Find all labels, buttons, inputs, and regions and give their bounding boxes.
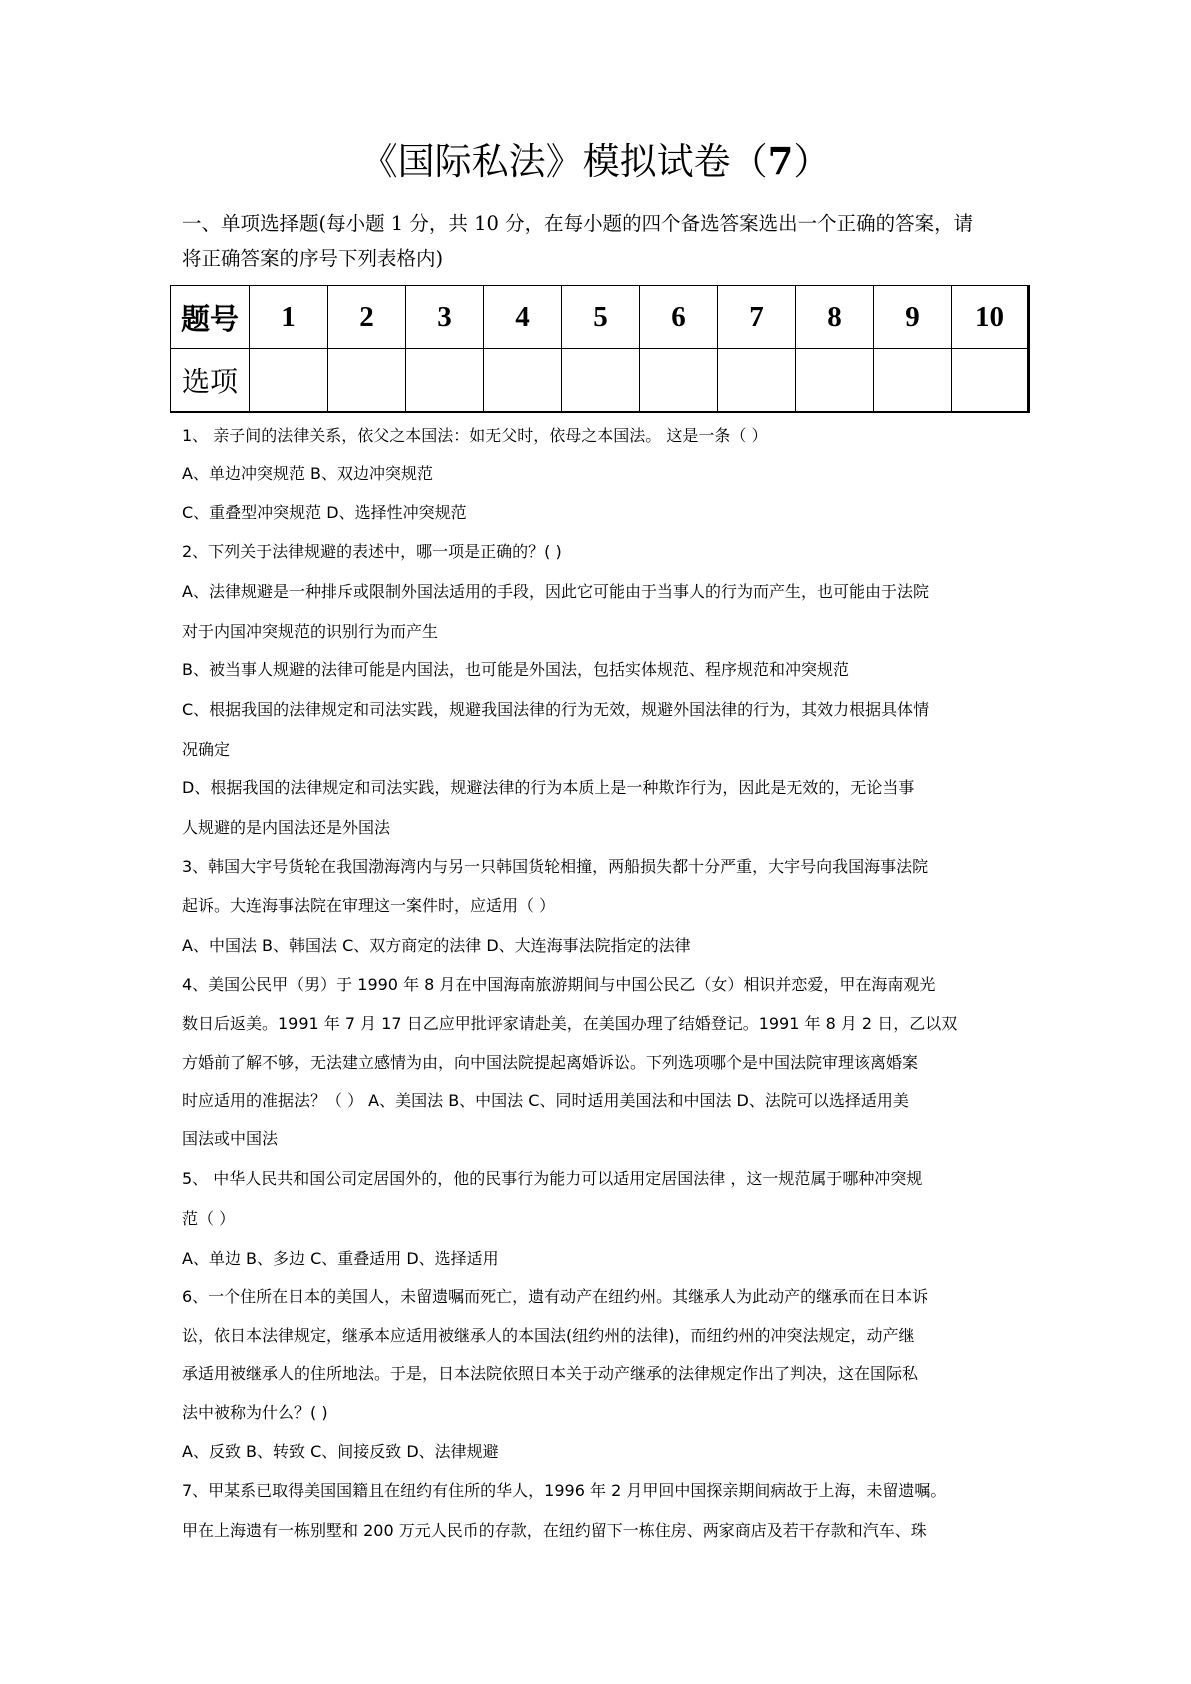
text-line: 起诉。大连海事法院在审理这一案件时，应适用（ ） bbox=[182, 896, 556, 915]
question-number-cell: 7 bbox=[718, 286, 796, 349]
answer-cell[interactable] bbox=[796, 349, 874, 413]
text-line: 法中被称为什么？( ) bbox=[182, 1403, 328, 1422]
title-number: 7 bbox=[767, 139, 794, 183]
answer-table bbox=[170, 285, 1030, 413]
instruction-line: 一、单项选择题(每小题 1 分，共 10 分，在每小题的四个备选答案选出一个正确的答案，请 bbox=[182, 212, 974, 235]
answer-cell[interactable] bbox=[406, 349, 484, 413]
title-close: ） bbox=[793, 140, 831, 183]
question-number-cell: 8 bbox=[796, 286, 874, 349]
text-line: 承适用被继承人的住所地法。于是，日本法院依照日本关于动产继承的法律规定作出了判决，这在国际私 bbox=[182, 1364, 919, 1383]
question-number-cell: 9 bbox=[874, 286, 952, 349]
text-line: B、被当事人规避的法律可能是内国法，也可能是外国法，包括实体规范、程序规范和冲突规范 bbox=[182, 660, 849, 679]
text-line: 方婚前了解不够，无法建立感情为由，向中国法院提起离婚诉讼。下列选项哪个是中国法院审理该离婚案 bbox=[182, 1053, 919, 1072]
question-number-cell: 6 bbox=[640, 286, 718, 349]
question-number-cell: 10 bbox=[952, 286, 1029, 349]
text-line: D、根据我国的法律规定和司法实践，规避法律的行为本质上是一种欺诈行为，因此是无效的，无论当事 bbox=[182, 778, 915, 797]
text-line: A、单边 B、多边 C、重叠适用 D、选择适用 bbox=[182, 1249, 499, 1268]
text-line: 数日后返美。1991 年 7 月 17 日乙应甲批评家请赴美，在美国办理了结婚登记。1991 年 8 月 2 日，乙以双 bbox=[182, 1014, 958, 1033]
text-line: 1、 亲子间的法律关系，依父之本国法：如无父时，依母之本国法。 这是一条（ ） bbox=[182, 426, 768, 445]
text-line: 时应适用的准据法？（ ） A、美国法 B、中国法 C、同时适用美国法和中国法 D、法院可以选择适用美 bbox=[182, 1091, 909, 1110]
text-line: 5、 中华人民共和国公司定居国外的，他的民事行为能力可以适用定居国法律 ，这一规范属于哪种冲突规 bbox=[182, 1169, 923, 1188]
text-line: 4、美国公民甲（男）于 1990 年 8 月在中国海南旅游期间与中国公民乙（女）相识并恋爱，甲在海南观光 bbox=[182, 975, 936, 994]
question-number-cell: 2 bbox=[328, 286, 406, 349]
text-line: 对于内国冲突规范的识别行为而产生 bbox=[182, 622, 439, 641]
header-label: 题号 bbox=[171, 286, 250, 349]
text-line: 国法或中国法 bbox=[182, 1129, 279, 1148]
text-line: 况确定 bbox=[182, 740, 231, 759]
text-line: 人规避的是内国法还是外国法 bbox=[182, 818, 391, 837]
text-line: A、反致 B、转致 C、间接反致 D、法律规避 bbox=[182, 1442, 499, 1461]
question-number-cell: 1 bbox=[250, 286, 328, 349]
title-text: 《国际私法》模拟试卷（ bbox=[360, 140, 768, 183]
answer-cell[interactable] bbox=[718, 349, 796, 413]
text-line: A、中国法 B、韩国法 C、双方商定的法律 D、大连海事法院指定的法律 bbox=[182, 936, 691, 955]
text-line: A、法律规避是一种排斥或限制外国法适用的手段，因此它可能由于当事人的行为而产生，也可能由于法院 bbox=[182, 582, 929, 601]
option-label: 选项 bbox=[171, 349, 250, 413]
text-line: 3、韩国大宇号货轮在我国渤海湾内与另一只韩国货轮相撞，两船损失都十分严重，大宇号向我国海事法院 bbox=[182, 857, 929, 876]
question-number-cell: 5 bbox=[562, 286, 640, 349]
instruction-line: 将正确答案的序号下列表格内) bbox=[182, 247, 444, 270]
answer-cell[interactable] bbox=[640, 349, 718, 413]
question-number-cell: 4 bbox=[484, 286, 562, 349]
page-title bbox=[0, 136, 1191, 187]
text-line: 6、一个住所在日本的美国人，未留遗嘱而死亡，遗有动产在纽约州。其继承人为此动产的继承而在日本诉 bbox=[182, 1287, 929, 1306]
text-line: C、重叠型冲突规范 D、选择性冲突规范 bbox=[182, 503, 467, 522]
text-line: 7、甲某系已取得美国国籍且在纽约有住所的华人，1996 年 2 月甲回中国探亲期间病故于上海，未留遗嘱。 bbox=[182, 1481, 947, 1500]
answer-option-row bbox=[171, 349, 1029, 413]
question-number-cell: 3 bbox=[406, 286, 484, 349]
answer-cell[interactable] bbox=[562, 349, 640, 413]
text-line: 甲在上海遗有一栋别墅和 200 万元人民币的存款，在纽约留下一栋住房、两家商店及若干存款和汽车、珠 bbox=[182, 1521, 927, 1540]
text-line: C、根据我国的法律规定和司法实践，规避我国法律的行为无效，规避外国法律的行为，其效力根据具体情 bbox=[182, 700, 930, 719]
text-line: 2、下列关于法律规避的表述中，哪一项是正确的？( ) bbox=[182, 542, 562, 561]
text-line: 范（ ） bbox=[182, 1209, 236, 1228]
text-line: A、单边冲突规范 B、双边冲突规范 bbox=[182, 464, 434, 483]
answer-cell[interactable] bbox=[250, 349, 328, 413]
text-line: 讼，依日本法律规定，继承本应适用被继承人的本国法(纽约州的法律)，而纽约州的冲突法规定，动产继 bbox=[182, 1326, 915, 1345]
answer-cell[interactable] bbox=[484, 349, 562, 413]
answer-cell[interactable] bbox=[874, 349, 952, 413]
answer-cell[interactable] bbox=[328, 349, 406, 413]
question-number-row bbox=[171, 286, 1029, 349]
answer-cell[interactable] bbox=[952, 349, 1029, 413]
